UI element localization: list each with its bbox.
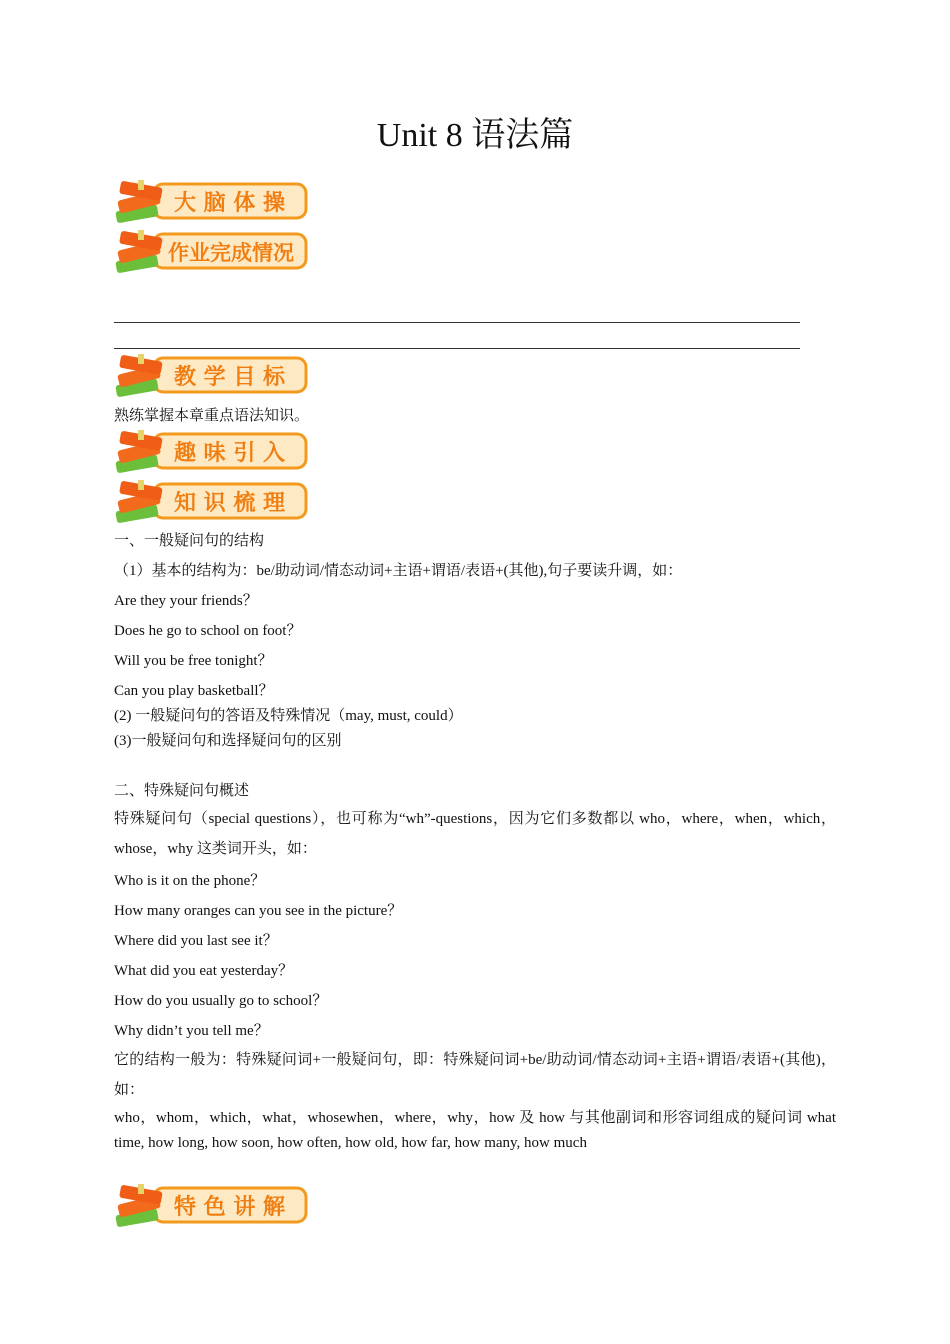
example-sentence: How do you usually go to school？ [114,993,328,1009]
badge-brain-exercise [114,178,310,226]
books-icon [114,428,310,476]
goal-text: 熟练掌握本章重点语法知识。 [114,408,310,424]
section1-heading: 一、一般疑问句的结构 [114,533,265,549]
section2-heading: 二、特殊疑问句概述 [114,783,250,799]
section2-words: who，whom，which，what，whosewhen，where，why，how 及 how 与其他副词和形容词组成的疑问词 what time, how long, how soon, how often, how old, how far, how many, how much [114,1110,836,1151]
example-sentence: Where did you last see it？ [114,933,278,949]
answer-line [114,322,800,323]
example-sentence: What did you eat yesterday？ [114,963,294,979]
badge-label: 教 学 目 标 [174,365,285,390]
example-sentence: Are they your friends？ [114,593,258,609]
books-icon [114,228,310,276]
section1-point1: （1）基本的结构为：be/助动词/情态动词+主语+谓语/表语+(其他),句子要读升调，如： [114,563,683,579]
example-sentence: Who is it on the phone？ [114,873,266,889]
example-sentence: Does he go to school on foot？ [114,623,302,639]
answer-line [114,348,800,349]
badge-teaching-goal [114,352,310,400]
books-icon [114,478,310,526]
example-sentence: Will you be free tonight？ [114,653,273,669]
books-icon [114,178,310,226]
section1-point3: (3)一般疑问句和选择疑问句的区别 [114,733,342,749]
badge-label: 特 色 讲 解 [174,1195,285,1220]
badge-label: 知 识 梳 理 [174,491,285,516]
page-title: Unit 8 语法篇 [376,117,574,154]
badge-feature [114,1182,310,1230]
badge-label: 作业完成情况 [168,241,294,265]
section1-point2: (2) 一般疑问句的答语及特殊情况（may, must, could） [114,708,463,724]
example-sentence: How many oranges can you see in the picture？ [114,903,403,919]
books-icon [114,1182,310,1230]
badge-fun-intro [114,428,310,476]
section2-structure: 它的结构一般为：特殊疑问词+一般疑问句，即：特殊疑问词+be/助动词/情态动词+主语+谓语/表语+(其他)，如： [114,1052,836,1098]
example-sentence: Can you play basketball？ [114,683,274,699]
badge-label: 趣 味 引 入 [174,441,285,466]
badge-knowledge [114,478,310,526]
example-sentence: Why didn’t you tell me？ [114,1023,269,1039]
badge-homework [114,228,310,276]
section2-intro: 特殊疑问句（special questions），也可称为“wh”-questions，因为它们多数都以 who，where，when，which，whose，why 这类词开头，如： [114,811,836,857]
books-icon [114,352,310,400]
badge-label: 大 脑 体 操 [174,191,285,216]
